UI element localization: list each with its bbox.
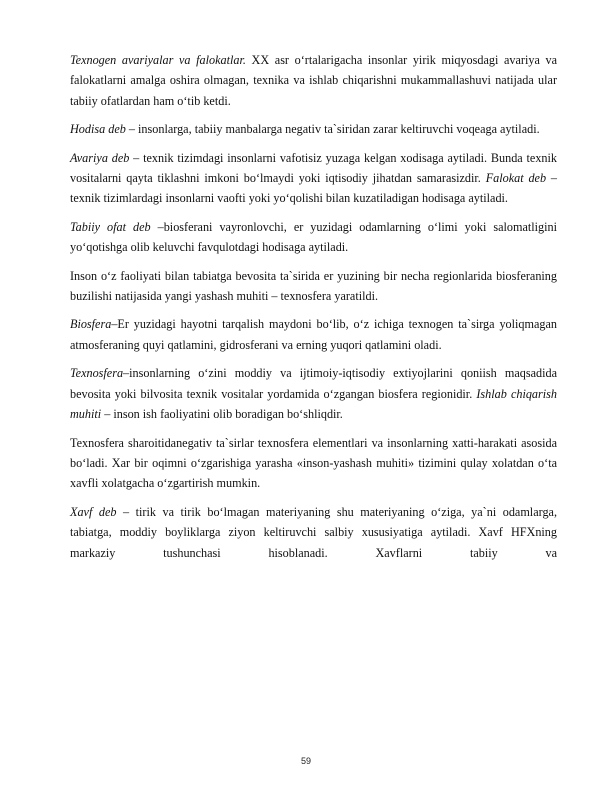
paragraph-texnogen bbox=[70, 50, 557, 111]
paragraph-text: – inson ish faoliyatini olib boradigan bo‘shliqdir. bbox=[101, 407, 343, 422]
term-biosfera: Biosfera bbox=[70, 317, 112, 332]
page-body bbox=[70, 50, 557, 571]
term-ishlab-chiqarish: Ishlab chiqarish muhiti bbox=[70, 386, 557, 422]
paragraph-biosfera bbox=[70, 314, 557, 355]
paragraph-text: –insonlarning o‘zini moddiy va ijtimoiy-iqtisodiy extiyojlarini qoniish maqsadida bevosita yoki bilvosita texnik vositalar yordamida o‘zgangan biosfera regionidir. bbox=[70, 366, 557, 401]
paragraph-text: XX asr o‘rtalarigacha insonlar yirik miqyosdagi avariya va falokatlarni amalga oshira olmagan, texnika va ishlab chiqarishni mukammallashuvi natijada ular tabiiy ofatlardan ham o‘tib ketdi. bbox=[70, 53, 558, 108]
term-texnosfera: Texnosfera bbox=[70, 366, 124, 381]
paragraph-tabiiy-ofat bbox=[70, 217, 557, 258]
paragraph-text: – texnik tizimlardagi insonlarni vaofti yoki yo‘qolishi bilan kuzatiladigan hodisaga aytiladi. bbox=[70, 171, 557, 206]
paragraph-text: –Er yuzidagi hayotni tarqalish maydoni bo‘lib, o‘z ichiga texnogen ta`sirga yoliqmagan atmosferaning quyi qatlamini, gidrosferani va erning yuqori qatlamini oladi. bbox=[70, 317, 557, 352]
paragraph-text: Texnosfera sharoitidanegativ ta`sirlar texnosfera elementlari va insonlarning xatti-harakati asosida bo‘ladi. Xar bir oqimni o‘zgarishiga yarasha «inson-yashash muhiti» tizimini qulay xolatdan o‘ta xavfli xolatgacha o‘zgartirish mumkin. bbox=[70, 435, 557, 491]
paragraph-text: – tirik va tirik bo‘lmagan materiyaning shu materiyaning o‘ziga, ya`ni odamlarga, tabiatga, moddiy boyliklarga ziyon keltiruvchi salbiy xususiyatiga aytiladi. Xavf HFXning markaziy tushunchasi hisoblanadi. Xavflarni tabiiy va bbox=[70, 504, 557, 560]
paragraph-inson bbox=[70, 266, 557, 307]
term-avariya: Avariya deb bbox=[70, 150, 130, 165]
paragraph-text: –biosferani vayronlovchi, er yuzidagi odamlarning o‘limi yoki salomatligini yo‘qotishga olib keluvchi favqulotdagi hodisaga aytiladi. bbox=[70, 219, 557, 255]
paragraph-text: – insonlarga, tabiiy manbalarga negativ ta`siridan zarar keltiruvchi voqeaga aytiladi. bbox=[125, 122, 540, 137]
paragraph-text: Inson o‘z faoliyati bilan tabiatga bevosita ta`sirida er yuzining bir necha regionlarida biosferaning buzilishi natijasida yangi yashash muhiti – texnosfera yaratildi. bbox=[70, 268, 557, 304]
term-xavf: Xavf deb bbox=[70, 504, 117, 519]
paragraph-avariya bbox=[70, 148, 557, 209]
term-falokat: Falokat deb bbox=[485, 171, 547, 186]
term-hodisa: Hodisa deb bbox=[70, 122, 126, 137]
term-texnogen: Texnogen avariyalar va falokatlar. bbox=[70, 53, 246, 67]
paragraph-hodisa bbox=[70, 119, 557, 139]
term-tabiiy-ofat: Tabiiy ofat deb bbox=[70, 219, 151, 234]
paragraph-text: – texnik tizimdagi insonlarni vafotisiz yuzaga kelgan xodisaga aytiladi. Bunda texnik vositalarni qayta tiklashni imkoni bo‘lmaydi yoki iqtisodiy jihatdan samarasizdir. bbox=[70, 150, 557, 186]
page-number: 59 bbox=[300, 756, 311, 766]
paragraph-xavf bbox=[70, 502, 557, 563]
paragraph-texnosfera-sharoiti bbox=[70, 433, 557, 494]
paragraph-texnosfera bbox=[70, 363, 557, 424]
